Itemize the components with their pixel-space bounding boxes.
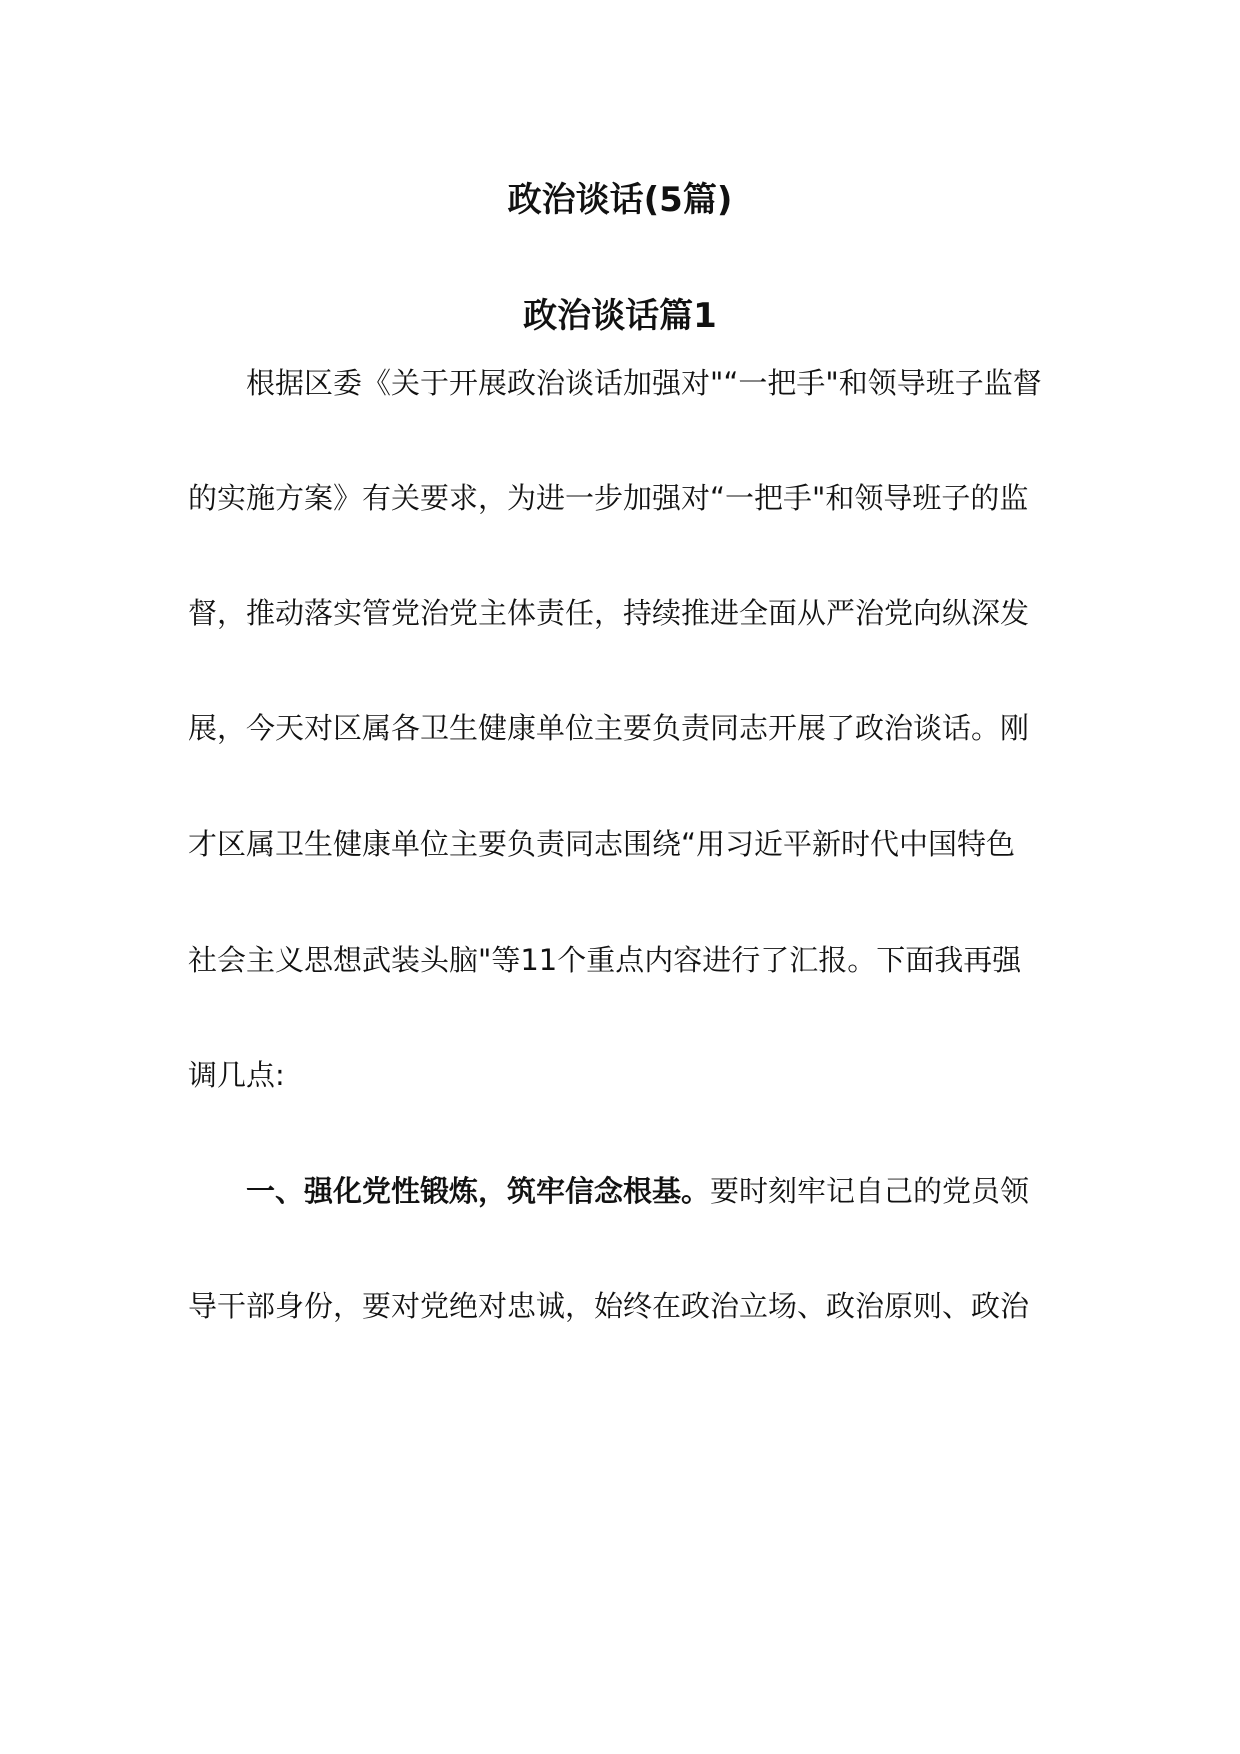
point-one-heading: 一、强化党性锻炼，筑牢信念根基。 [246, 1174, 711, 1208]
paragraph-line: 社会主义思想武装头脑"等11个重点内容进行了汇报。下面我再强 [188, 943, 1022, 977]
paragraph-line: 督，推动落实管党治党主体责任，持续推进全面从严治党向纵深发 [188, 596, 1030, 630]
point-one-line [246, 1168, 1068, 1214]
point-one-text: 要时刻牢记自己的党员领 [710, 1174, 1030, 1208]
paragraph-line: 调几点: [188, 1058, 285, 1092]
paragraph-line: 的实施方案》有关要求，为进一步加强对“一把手"和领导班子的监 [188, 481, 1029, 515]
section-title: 政治谈话篇1 [523, 296, 717, 336]
paragraph-line: 才区属卫生健康单位主要负责同志围绕“用习近平新时代中国特色 [188, 827, 1016, 861]
paragraph-line: 展，今天对区属各卫生健康单位主要负责同志开展了政治谈话。刚 [188, 711, 1030, 745]
paragraph-line: 根据区委《关于开展政治谈话加强对"“一把手"和领导班子监督 [246, 366, 1042, 400]
paragraph-line: 导干部身份，要对党绝对忠诚，始终在政治立场、政治原则、政治 [188, 1289, 1030, 1323]
document-title: 政治谈话(5篇) [507, 180, 733, 220]
